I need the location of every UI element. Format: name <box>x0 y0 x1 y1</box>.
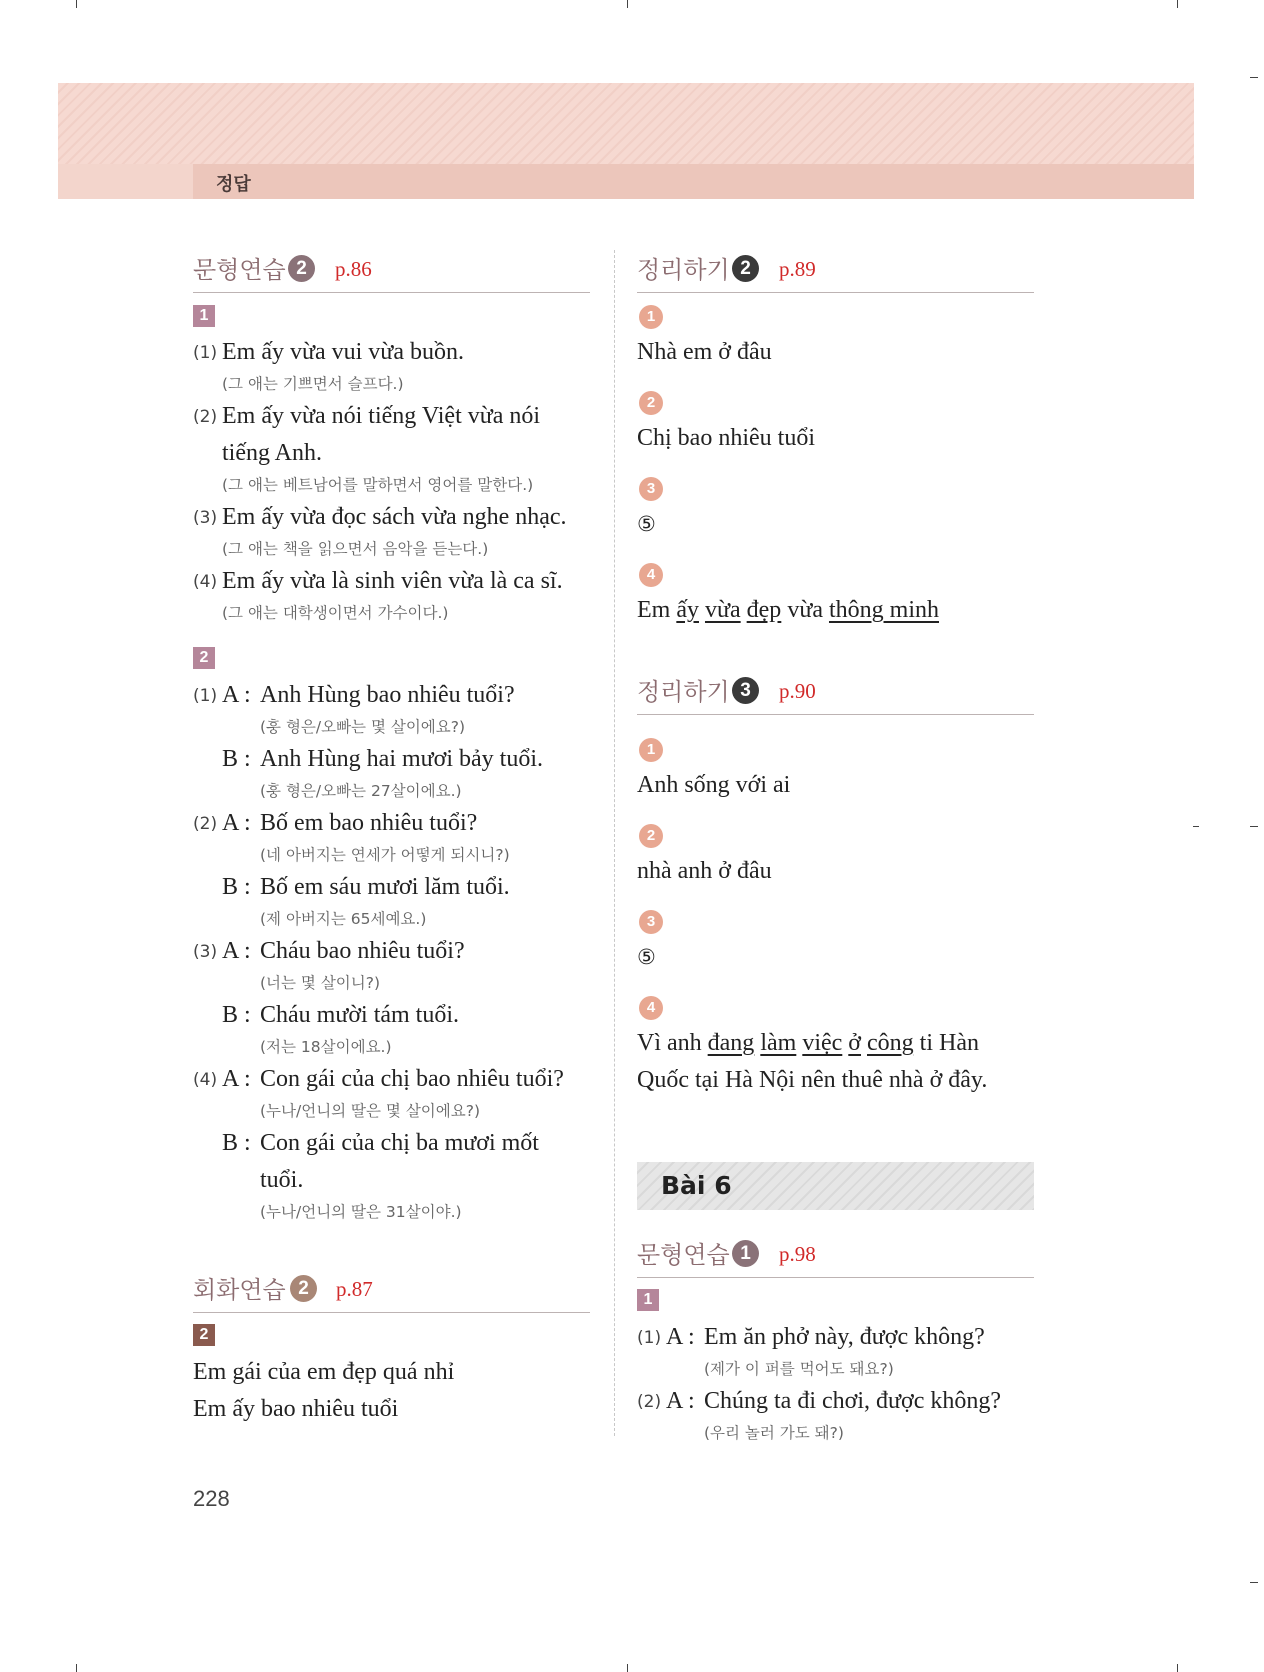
korean-translation: (누나/언니의 딸은 31살이야.) <box>260 1203 462 1221</box>
item-number: (1) <box>193 343 218 363</box>
vietnamese-answer: Em ấy vừa vui vừa buồn. <box>222 339 464 365</box>
vietnamese-answer: Cháu mười tám tuổi. <box>260 1002 460 1028</box>
item-number: (2) <box>193 814 218 834</box>
vietnamese-answer: Bố em sáu mươi lăm tuổi. <box>260 874 510 900</box>
exercise-number-box: 2 <box>193 647 215 669</box>
answer-choice: ⑤ <box>637 512 656 536</box>
section-rule <box>637 292 1034 293</box>
section-number: 3 <box>732 677 759 704</box>
korean-translation: (그 애는 베트남어를 말하면서 영어를 말한다.) <box>222 476 534 494</box>
underlined-word: đang <box>707 1030 755 1056</box>
vietnamese-answer: Con gái của chị ba mươi mốt <box>260 1130 539 1156</box>
header-strip-left <box>58 164 193 199</box>
answer-word: ti Hàn <box>919 1030 979 1056</box>
speaker-label: B : <box>222 1130 251 1156</box>
section-number: 2 <box>288 255 315 282</box>
conversation-line: Em ấy bao nhiêu tuổi <box>193 1396 399 1422</box>
speaker-label: A : <box>666 1388 695 1414</box>
item-number: (2) <box>637 1392 662 1412</box>
question-number: 2 <box>639 824 663 848</box>
crop-mark <box>1177 1664 1178 1672</box>
item-number: (2) <box>193 407 218 427</box>
section-title: 정리하기 <box>637 678 730 706</box>
crop-mark <box>76 1664 77 1672</box>
page-reference: p.98 <box>779 1242 816 1266</box>
item-number: (1) <box>193 686 218 706</box>
vietnamese-answer: Con gái của chị bao nhiêu tuổi? <box>260 1066 564 1092</box>
speaker-label: A : <box>222 682 251 708</box>
crop-mark <box>1177 0 1178 8</box>
korean-translation: (우리 놀러 가도 돼?) <box>704 1424 844 1442</box>
korean-translation: (제가 이 퍼를 먹어도 돼요?) <box>704 1360 894 1378</box>
speaker-label: B : <box>222 874 251 900</box>
korean-translation: (네 아버지는 연세가 어떻게 되시니?) <box>260 846 510 864</box>
section-rule <box>637 1277 1034 1278</box>
answer-word: Em <box>637 597 671 623</box>
crop-mark <box>1193 826 1199 827</box>
speaker-label: A : <box>222 810 251 836</box>
speaker-label: B : <box>222 1002 251 1028</box>
section-rule <box>193 1312 590 1313</box>
question-number: 1 <box>639 305 663 329</box>
underlined-word: ấy <box>676 597 699 623</box>
vietnamese-answer: Cháu bao nhiêu tuổi? <box>260 938 465 964</box>
answer-text: Chị bao nhiêu tuổi <box>637 425 815 451</box>
section-title: 문형연습 <box>637 1241 730 1269</box>
question-number: 3 <box>639 477 663 501</box>
vietnamese-answer-cont: tuổi. <box>260 1167 304 1193</box>
page-number: 228 <box>193 1486 230 1511</box>
answer-text-cont: Quốc tại Hà Nội nên thuê nhà ở đây. <box>637 1067 988 1093</box>
exercise-number-box: 1 <box>637 1289 659 1311</box>
answer-text: nhà anh ở đâu <box>637 858 772 884</box>
vietnamese-answer: Bố em bao nhiêu tuổi? <box>260 810 478 836</box>
korean-translation: (그 애는 대학생이면서 가수이다.) <box>222 604 449 622</box>
lesson-title: Bài 6 <box>661 1171 732 1200</box>
question-number: 2 <box>639 391 663 415</box>
crop-mark <box>76 0 77 8</box>
conversation-line: Em gái của em đẹp quá nhỉ <box>193 1359 455 1385</box>
speaker-label: A : <box>666 1324 695 1350</box>
korean-translation: (누나/언니의 딸은 몇 살이에요?) <box>260 1102 481 1120</box>
korean-translation: (너는 몇 살이니?) <box>260 974 381 992</box>
answer-word: vừa <box>787 597 823 623</box>
item-number: (3) <box>193 508 218 528</box>
section-rule <box>637 714 1034 715</box>
vietnamese-answer: Em ấy vừa là sinh viên vừa là ca sĩ. <box>222 568 563 594</box>
underlined-word: vừa <box>704 597 741 623</box>
crop-mark <box>1250 77 1258 78</box>
speaker-label: A : <box>222 1066 251 1092</box>
column-divider <box>614 250 615 1436</box>
underlined-word: công <box>867 1030 914 1056</box>
answer-text: Anh sống với ai <box>637 772 791 798</box>
exercise-number-box: 1 <box>193 305 215 327</box>
korean-translation: (저는 18살이에요.) <box>260 1038 392 1056</box>
question-number: 3 <box>639 910 663 934</box>
section-title: 회화연습 <box>193 1276 286 1304</box>
vietnamese-answer: Em ấy vừa nói tiếng Việt vừa nói <box>222 403 541 429</box>
answer-choice: ⑤ <box>637 945 656 969</box>
page-reference: p.86 <box>335 257 372 281</box>
underlined-word: việc <box>802 1030 843 1056</box>
underlined-word: làm <box>760 1030 797 1056</box>
vietnamese-answer: Em ăn phở này, được không? <box>704 1324 985 1350</box>
underlined-word: thông minh <box>828 597 939 623</box>
vietnamese-answer: Em ấy vừa đọc sách vừa nghe nhạc. <box>222 504 567 530</box>
section-number: 1 <box>732 1240 759 1267</box>
item-number: (4) <box>193 1070 218 1090</box>
header-label: 정답 <box>216 174 251 194</box>
speaker-label: B : <box>222 746 251 772</box>
page-reference: p.87 <box>336 1277 373 1301</box>
section-number: 2 <box>732 255 759 282</box>
question-number: 4 <box>639 563 663 587</box>
crop-mark <box>627 0 628 8</box>
exercise-number-box: 2 <box>193 1324 215 1346</box>
underlined-word: ở <box>848 1030 861 1056</box>
page-reference: p.89 <box>779 257 816 281</box>
section-title: 정리하기 <box>637 256 730 284</box>
korean-translation: (그 애는 기쁘면서 슬프다.) <box>222 375 404 393</box>
section-rule <box>193 292 590 293</box>
answer-word: Vì anh <box>637 1030 702 1056</box>
speaker-label: A : <box>222 938 251 964</box>
question-number: 4 <box>639 996 663 1020</box>
underlined-word: đẹp <box>746 597 782 623</box>
vietnamese-answer: Anh Hùng hai mươi bảy tuổi. <box>260 746 544 772</box>
question-number: 1 <box>639 738 663 762</box>
korean-translation: (훙 형은/오빠는 27살이에요.) <box>260 782 462 800</box>
vietnamese-answer: Chúng ta đi chơi, được không? <box>704 1388 1002 1414</box>
vietnamese-answer: Anh Hùng bao nhiêu tuổi? <box>260 682 515 708</box>
crop-mark <box>1250 826 1258 827</box>
crop-mark <box>627 1664 628 1672</box>
vietnamese-answer-cont: tiếng Anh. <box>222 440 322 466</box>
item-number: (1) <box>637 1328 662 1348</box>
section-title: 문형연습 <box>193 256 286 284</box>
korean-translation: (훙 형은/오빠는 몇 살이에요?) <box>260 718 466 736</box>
answer-text: Nhà em ở đâu <box>637 339 772 365</box>
answer-text <box>637 1030 979 1057</box>
korean-translation: (제 아버지는 65세예요.) <box>260 910 427 928</box>
page-reference: p.90 <box>779 679 816 703</box>
crop-mark <box>1250 1582 1258 1583</box>
section-number: 2 <box>290 1275 317 1302</box>
item-number: (3) <box>193 942 218 962</box>
item-number: (4) <box>193 572 218 592</box>
answer-text <box>637 597 939 624</box>
korean-translation: (그 애는 책을 읽으면서 음악을 듣는다.) <box>222 540 489 558</box>
